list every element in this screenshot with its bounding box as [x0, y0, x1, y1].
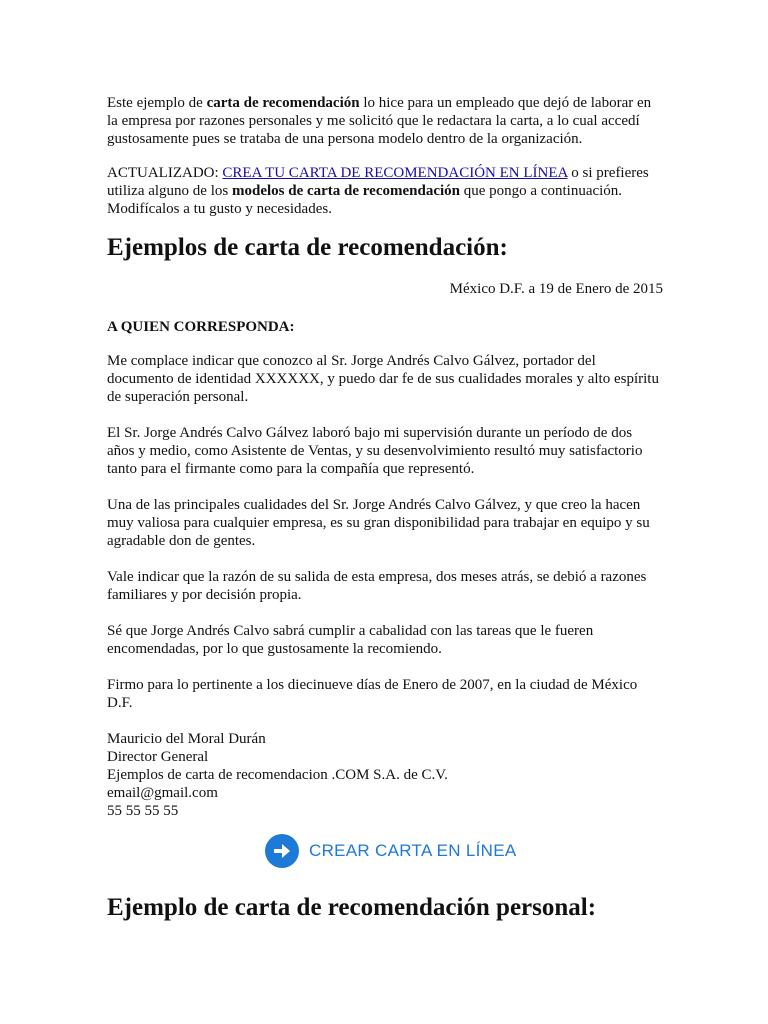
letter-paragraph: Vale indicar que la razón de su salida de esta empresa, dos meses atrás, se debió a razones familiares y por decisión propia.: [107, 569, 647, 603]
letter-paragraph: Me complace indicar que conozco al Sr. Jorge Andrés Calvo Gálvez, portador del documento de identidad XXXXXX, y puedo dar fe de sus cualidades morales y alto espíritu de superación personal.: [107, 353, 659, 405]
section-heading-personal: Ejemplo de carta de recomendación personal:: [107, 894, 597, 921]
letter-date: México D.F. a 19 de Enero de 2015: [449, 281, 663, 297]
create-letter-link[interactable]: CREA TU CARTA DE RECOMENDACIÓN EN LÍNEA: [222, 165, 568, 181]
update-prefix: ACTUALIZADO:: [107, 165, 223, 181]
arrow-right-icon: [265, 834, 299, 868]
intro-text-1: Este ejemplo de: [107, 95, 207, 111]
update-text-2: que pongo a continuación. Modifícalos a tu gusto y necesidades.: [107, 183, 623, 217]
letter-paragraph: Sé que Jorge Andrés Calvo sabrá cumplir a cabalidad con las tareas que le fueren encomendadas, por lo que gustosamente la recomiendo.: [107, 623, 594, 657]
signer-name: Mauricio del Moral Durán: [107, 731, 266, 747]
letter-paragraph: Firmo para lo pertinente a los diecinueve días de Enero de 2007, en la ciudad de México D.F.: [107, 677, 638, 711]
update-paragraph: [107, 164, 663, 218]
letter-paragraph: El Sr. Jorge Andrés Calvo Gálvez laboró bajo mi supervisión durante un período de dos años y medio, como Asistente de Ventas, y su desenvolvimiento resultó muy satisfactorio tanto para el firmante como para la compañía que representó.: [107, 425, 643, 477]
cta-label: CREAR CARTA EN LÍNEA: [309, 841, 517, 860]
update-bold-term: modelos de carta de recomendación: [231, 183, 461, 199]
intro-text-2: lo hice para un empleado que dejó de laborar en la empresa por razones personales y me solicitó que le redactara la carta, a lo cual accedí gustosamente pues se trataba de una persona modelo dentro de la organización.: [107, 95, 652, 147]
section-heading-examples: Ejemplos de carta de recomendación:: [107, 234, 508, 261]
signer-email: email@gmail.com: [107, 785, 218, 801]
intro-bold-term: carta de recomendación: [206, 95, 360, 111]
signer-title: Director General: [107, 749, 209, 765]
create-letter-online-button[interactable]: [265, 832, 517, 870]
letter-salutation: A QUIEN CORRESPONDA:: [107, 319, 295, 335]
update-text-1: o si prefieres utiliza alguno de los: [107, 165, 649, 199]
signature-block: [107, 730, 663, 820]
signer-phone: 55 55 55 55: [107, 803, 179, 819]
intro-paragraph: [107, 94, 663, 148]
letter-paragraph: Una de las principales cualidades del Sr. Jorge Andrés Calvo Gálvez, y que creo la hacen muy valiosa para cualquier empresa, es su gran disponibilidad para trabajar en equipo y su agradable don de gentes.: [107, 497, 650, 549]
signer-company: Ejemplos de carta de recomendacion .COM S.A. de C.V.: [107, 767, 448, 783]
